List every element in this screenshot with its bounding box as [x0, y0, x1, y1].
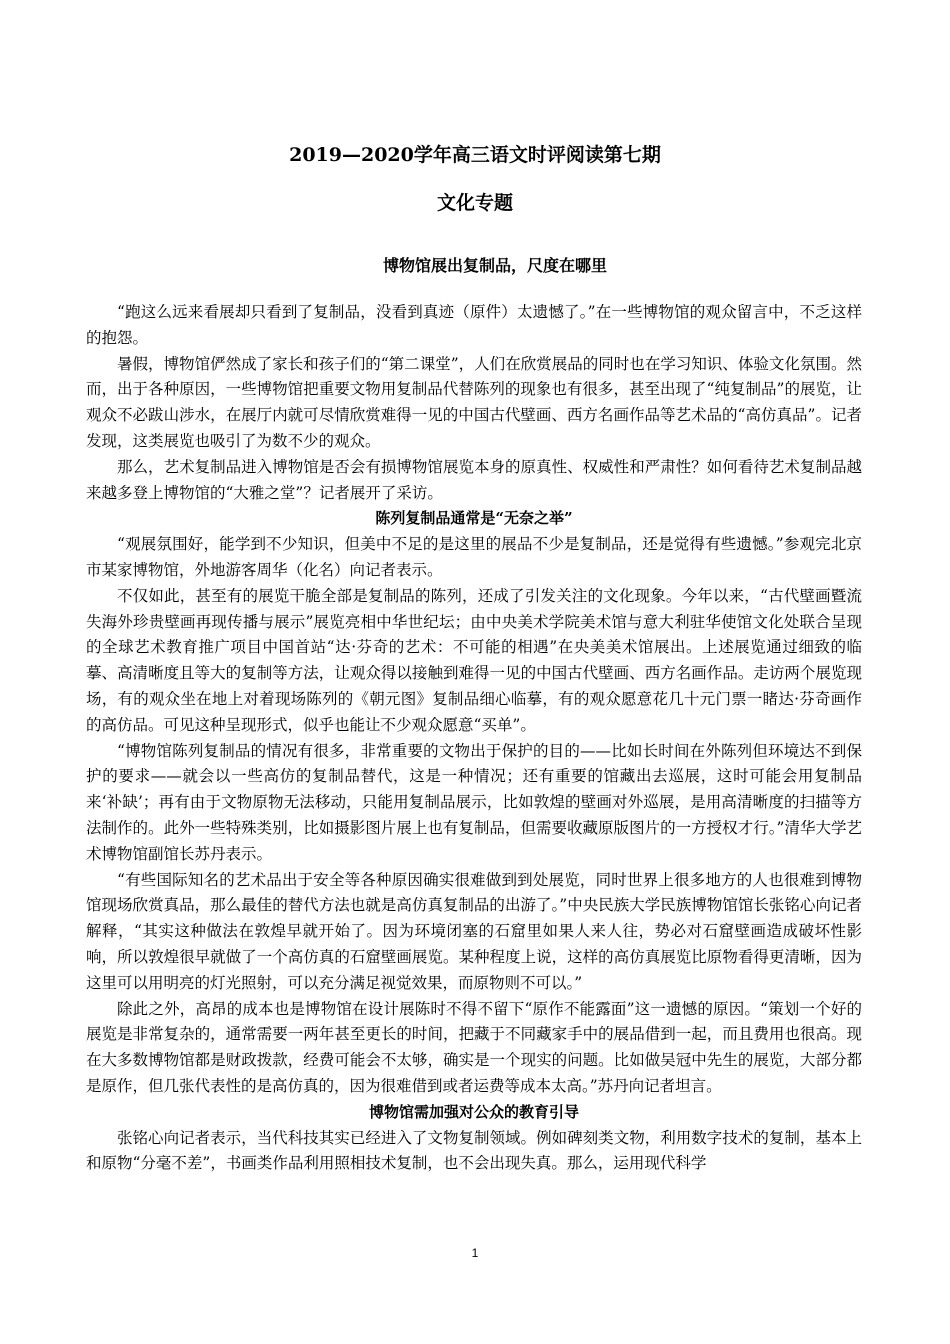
paragraph: 不仅如此，甚至有的展览干脆全部是复制品的陈列，还成了引发关注的文化现象。今年以来，“古代壁画暨流失海外珍贵壁画再现传播与展示”展览亮相中华世纪坛；由中央美术学院美术馆与意大利驻华使馆文化处联合呈现的全球艺术教育推广项目中国首站“达·芬奇的艺术：不可能的相遇”在央美美术馆展出。上述展览通过细致的临摹、高清晰度且等大的复制等方法，让观众得以接触到难得一见的中国古代壁画、西方名画作品。走访两个展览现场，有的观众坐在地上对着现场陈列的《朝元图》复制品细心临摹，有的观众愿意花几十元门票一睹达·芬奇画作的高仿品。可见这种呈现形式，似乎也能让不少观众愿意“买单”。 [86, 586, 862, 734]
paragraph: 暑假，博物馆俨然成了家长和孩子们的“第二课堂”，人们在欣赏展品的同时也在学习知识、体验文化氛围。然而，出于各种原因，一些博物馆把重要文物用复制品代替陈列的现象也有很多，甚至出现了“纯复制品”的展览，让观众不必跋山涉水，在展厅内就可尽情欣赏难得一见的中国古代壁画、西方名画作品等艺术品的“高仿真品”。记者发现，这类展览也吸引了为数不少的观众。 [86, 354, 862, 450]
paragraph: 张铭心向记者表示，当代科技其实已经进入了文物复制领域。例如碑刻类文物，利用数字技术的复制，基本上和原物“分毫不差”，书画类作品利用照相技术复制，也不会出现失真。那么，运用现代科学 [86, 1128, 862, 1173]
article-title: 博物馆展出复制品，尺度在哪里 [382, 256, 607, 275]
paragraph: 除此之外，高昂的成本也是博物馆在设计展陈时不得不留下“原作不能露面”这一遗憾的原因。“策划一个好的展览是非常复杂的，通常需要一两年甚至更长的时间，把藏于不同藏家手中的展品借到一起，而且费用也很高。现在大多数博物馆都是财政拨款，经费可能会不太够，确实是一个现实的问题。比如做吴冠中先生的展览，大部分都是原作，但几张代表性的是高仿真的，因为很难借到或者运费等成本太高。”苏丹向记者坦言。 [86, 999, 862, 1095]
paragraph: “博物馆陈列复制品的情况有很多，非常重要的文物出于保护的目的——比如长时间在外陈列但环境达不到保护的要求——就会以一些高仿的复制品替代，这是一种情况；还有重要的馆藏出去巡展，这时可能会用复制品来‘补缺’；再有由于文物原物无法移动，只能用复制品展示，比如敦煌的壁画对外巡展，是用高清晰度的扫描等方法制作的。此外一些特殊类别，比如摄影图片展上也有复制品，但需要收藏原版图片的一方授权才行。”清华大学艺术博物馆副馆长苏丹表示。 [86, 741, 862, 863]
page-number: 1 [471, 1246, 479, 1260]
section-heading: 陈列复制品通常是“无奈之举” [375, 509, 573, 528]
section-heading: 博物馆需加强对公众的教育引导 [368, 1102, 579, 1121]
document-title: 2019—2020学年高三语文时评阅读第七期 [289, 144, 661, 166]
paragraph: “观展氛围好，能学到不少知识，但美中不足的是这里的展品不少是复制品，还是觉得有些遗憾。”参观完北京市某家博物馆，外地游客周华（化名）向记者表示。 [86, 535, 862, 579]
paragraph: “跑这么远来看展却只看到了复制品，没看到真迹（原件）太遗憾了。”在一些博物馆的观众留言中，不乏这样的抱怨。 [86, 303, 862, 347]
article-body [86, 300, 862, 1177]
paragraph: 那么，艺术复制品进入博物馆是否会有损博物馆展览本身的原真性、权威性和严肃性？如何看待艺术复制品越来越多登上博物馆的“大雅之堂”？记者展开了采访。 [86, 457, 862, 502]
paragraph: “有些国际知名的艺术品出于安全等各种原因确实很难做到到处展览，同时世界上很多地方的人也很难到博物馆现场欣赏真品，那么最佳的替代方法也就是高仿真复制品的出游了。”中央民族大学民族博物馆馆长张铭心向记者解释，“其实这种做法在敦煌早就开始了。因为环境闭塞的石窟里如果人来人往，势必对石窟壁画造成破坏性影响，所以敦煌很早就做了一个高仿真的石窟壁画展览。某种程度上说，这样的高仿真展览比原物看得更清晰，因为这里可以用明亮的灯光照射，可以充分满足视觉效果，而原物则不可以。” [86, 870, 862, 992]
document-subtitle: 文化专题 [436, 192, 513, 214]
